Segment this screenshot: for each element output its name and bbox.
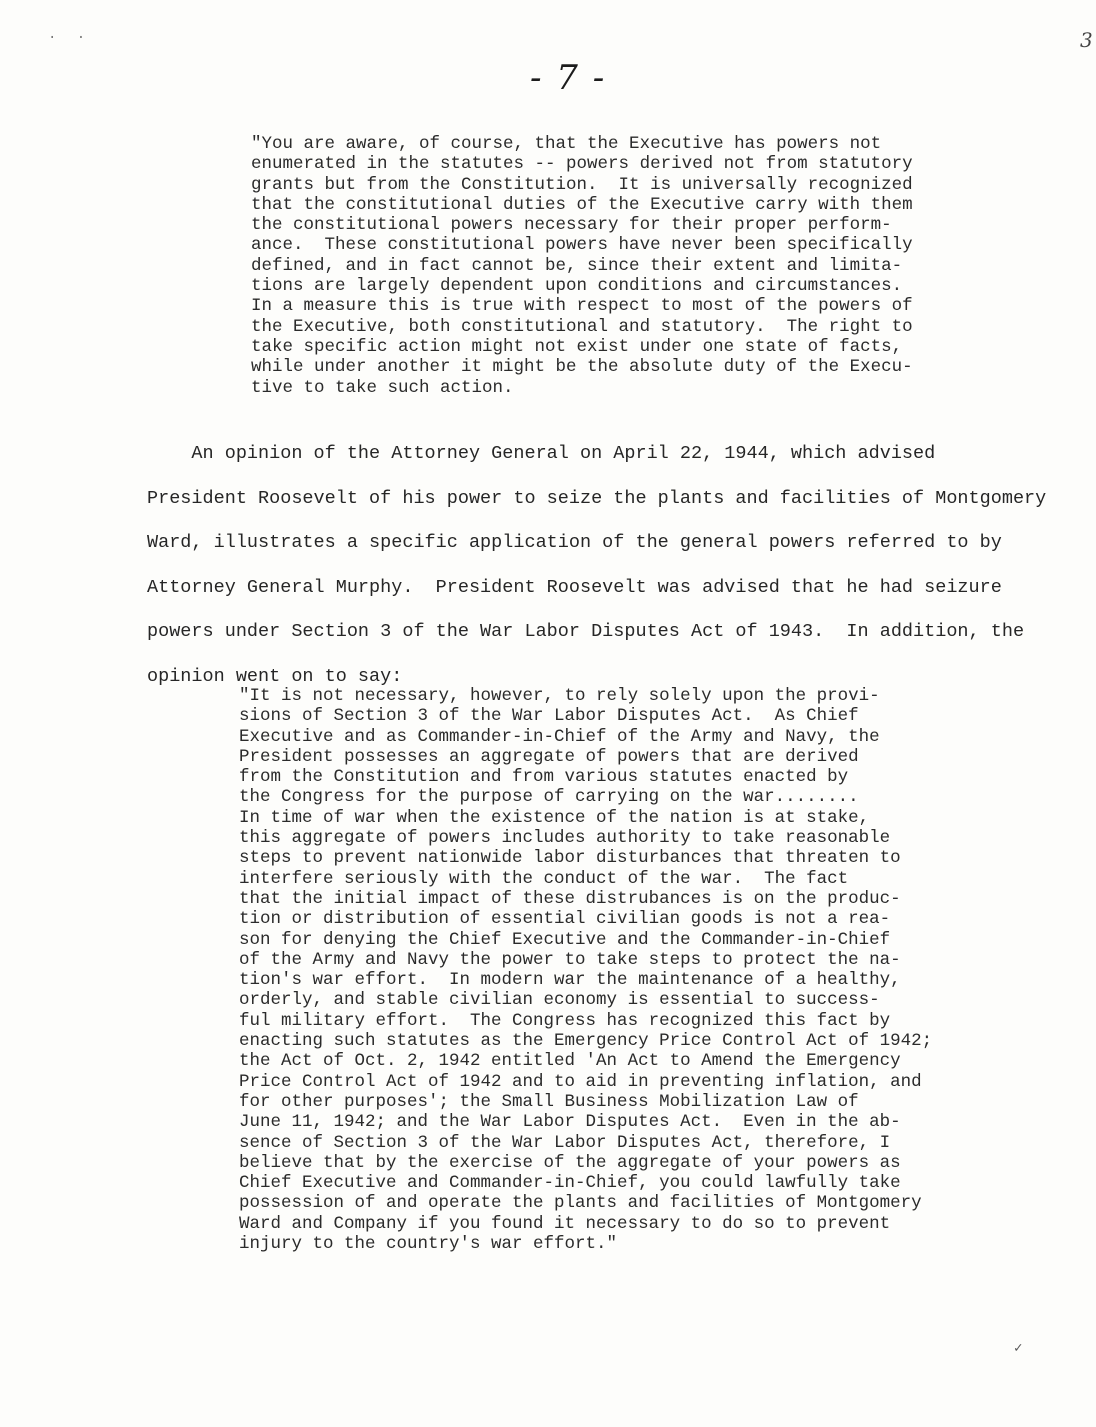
block-quote-murphy: "You are aware, of course, that the Executive has powers not enumerated in the statutes -- powers derived not from statutory grants but from the Constitution. It is universally recognized that the constitutional duties of the Executive carry with them the constitutional powers necessary for their proper perform- ance. These constitutional powers have never been specifically defined, and in fact cannot be, since their extent and limita- tions are largely dependent upon conditions and circumstances. In a measure this is true with respect to most of the powers of the Executive, both constitutional and statutory. The right to take specific action might not exist under one state of facts, while under another it might be the absolute duty of the Execu- tive to take such action. [251, 134, 913, 398]
corner-page-mark: 3 [1080, 28, 1093, 52]
page-number: - 7 - [530, 58, 607, 98]
block-quote-opinion: "It is not necessary, however, to rely solely upon the provi- sions of Section 3 of the War Labor Disputes Act. As Chief Executive and as Commander-in-Chief of the Army and Navy, the President possesses an aggregate of powers that are derived from the Constitution and from various statutes enacted by the Congress for the purpose of carrying on the war........ In time of war when the existence of the nation is at stake, this aggregate of powers includes authority to take reasonable steps to prevent nationwide labor disturbances that threaten to interfere seriously with the conduct of the war. The fact that the initial impact of these distrubances is on the produc- tion or distribution of essential civilian goods is not a rea- son for denying the Chief Executive and the Commander-in-Chief of the Army and Navy the power to take steps to protect the na- tion's war effort. In modern war the maintenance of a healthy, orderly, and stable civilian economy is essential to success- ful military effort. The Congress has recognized this fact by enacting such statutes as the Emergency Price Control Act of 1942; the Act of Oct. 2, 1942 entitled 'An Act to Amend the Emergency Price Control Act of 1942 and to aid in preventing inflation, and for other purposes'; the Small Business Mobilization Law of June 11, 1942; and the War Labor Disputes Act. Even in the ab- sence of Section 3 of the War Labor Disputes Act, therefore, I believe that by the exercise of the aggregate of your powers as Chief Executive and Commander-in-Chief, you could lawfully take possession of and operate the plants and facilities of Montgomery Ward and Company if you found it necessary to do so to prevent injury to the country's war effort." [239, 686, 933, 1255]
stray-ink-mark: ✓ [1014, 1341, 1023, 1357]
paper-specks: · · [48, 30, 92, 46]
body-paragraph: An opinion of the Attorney General on April 22, 1944, which advised President Roosevelt of his power to seize the plants and facilities of Montgomery Ward, illustrates a specific application of the general powers referred to by Attorney General Murphy. President Roosevelt was advised that he had seizure powers under Section 3 of the War Labor Disputes Act of 1943. In addition, the opinion went on to say: [147, 443, 1047, 687]
